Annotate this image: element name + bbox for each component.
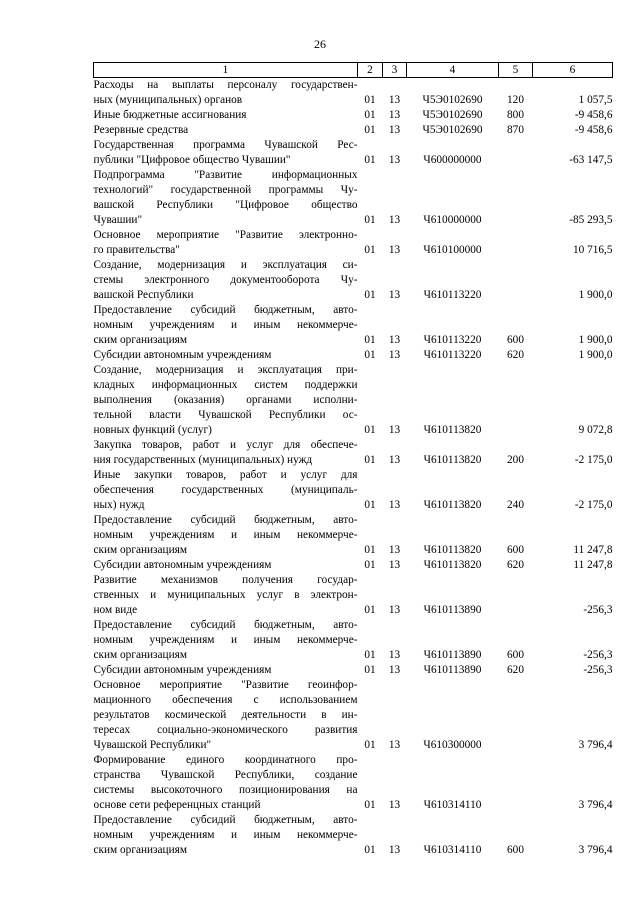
table-row — [94, 363, 613, 438]
row-c6-cell: 1 900,0 — [578, 289, 613, 301]
row-c3-cell: 13 — [388, 109, 401, 121]
row-name-cell — [94, 753, 358, 813]
row-c4-cell: Ч610113220 — [423, 289, 482, 301]
column-header-2: 2 — [358, 63, 383, 78]
row-name-line: выполнения (оказания) органами исполни- — [93, 394, 358, 406]
row-c3-cell: 13 — [388, 334, 401, 346]
row-name-line: Иные бюджетные ассигнования — [93, 109, 247, 121]
row-name-line: Иные закупки товаров, работ и услуг для — [93, 469, 358, 481]
row-name-line: Чувашии" — [93, 214, 143, 226]
row-c2-cell: 01 — [364, 559, 376, 571]
row-c4-cell: Ч610113220 — [423, 349, 482, 361]
row-c3-cell: 13 — [388, 664, 401, 676]
row-c5-cell: 200 — [507, 454, 524, 466]
row-c6-cell: 3 796,4 — [578, 739, 613, 751]
row-c5-cell — [499, 363, 533, 438]
row-c2-cell: 01 — [364, 664, 376, 676]
row-c3-cell: 13 — [388, 454, 401, 466]
table-row — [94, 228, 613, 258]
row-name-line: Закупка товаров, работ и услуг для обеспече- — [93, 439, 358, 451]
table-row — [94, 663, 613, 678]
row-name-line: вашской Республики "Цифровое общество — [93, 199, 358, 211]
row-c6-cell: -9 458,6 — [574, 124, 613, 136]
row-c4-cell: Ч610113220 — [423, 334, 482, 346]
row-c3-cell: 13 — [388, 214, 401, 226]
row-c5-cell: 800 — [507, 109, 524, 121]
row-c3-cell: 13 — [388, 604, 401, 616]
row-c2-cell: 01 — [364, 799, 376, 811]
row-name-line: номным учреждениям и иным некоммерче- — [93, 829, 358, 841]
row-c5-cell: 870 — [507, 124, 524, 136]
row-name-line: странства Чувашской Республики, создание — [93, 769, 358, 781]
row-c4-cell: Ч610100000 — [423, 244, 482, 256]
row-name-line: стемы электронного документооборота Чу- — [93, 274, 358, 286]
row-c5-cell: 600 — [507, 844, 524, 856]
budget-table — [93, 62, 613, 858]
row-c4-cell: Ч610314110 — [423, 844, 482, 856]
row-name-line: Резервные средства — [93, 124, 189, 136]
table-row — [94, 348, 613, 363]
row-name-line: номным учреждениям и иным некоммерче- — [93, 529, 358, 541]
table-row — [94, 753, 613, 813]
column-header-4: 4 — [407, 63, 499, 78]
row-c5-cell — [499, 573, 533, 618]
row-name-line: ных) нужд — [93, 499, 145, 511]
table-body — [94, 78, 613, 859]
table-row — [94, 558, 613, 573]
row-c6-cell: -63 147,5 — [569, 154, 613, 166]
table-row — [94, 513, 613, 558]
row-name-line: ским организациям — [93, 649, 187, 661]
row-name-line: Основное мероприятие "Развитие электронно- — [93, 229, 358, 241]
row-c2-cell: 01 — [364, 154, 376, 166]
page-number: 26 — [314, 37, 326, 51]
row-name-line: Основное мероприятие "Развитие геоинфор- — [93, 679, 358, 691]
row-name-line: кладных информационных систем поддержки — [93, 379, 358, 391]
row-c6-cell: -85 293,5 — [569, 214, 613, 226]
column-header-5: 5 — [499, 63, 533, 78]
row-name-line: Подпрограмма "Развитие информационных — [93, 169, 358, 181]
row-c3-cell: 13 — [388, 799, 401, 811]
row-name-cell — [94, 513, 358, 558]
row-c4-cell: Ч5Э0102690 — [422, 109, 483, 121]
row-c2-cell: 01 — [364, 334, 376, 346]
row-c4-cell: Ч610113890 — [423, 604, 482, 616]
table-row — [94, 168, 613, 228]
row-c6-cell: 11 247,8 — [573, 544, 613, 556]
row-c5-cell: 600 — [507, 649, 524, 661]
row-c4-cell: Ч610113820 — [423, 499, 482, 511]
row-name-line: ном виде — [93, 604, 138, 616]
row-name-line: Развитие механизмов получения государ- — [93, 574, 358, 586]
row-name-line: Предоставление субсидий бюджетным, авто- — [93, 514, 358, 526]
row-name-line: номным учреждениям и иным некоммерче- — [93, 319, 358, 331]
row-name-line: Создание, модернизация и эксплуатация си- — [93, 259, 358, 271]
row-c6-cell: 3 796,4 — [578, 799, 613, 811]
row-name-line: тересах социально-экономического развития — [93, 724, 358, 736]
table-row — [94, 108, 613, 123]
row-name-cell — [94, 618, 358, 663]
row-name-line: системы высокоточного позиционирования на — [93, 784, 358, 796]
row-c2-cell: 01 — [364, 349, 376, 361]
table-row — [94, 438, 613, 468]
row-name-cell — [94, 123, 358, 138]
column-header-1: 1 — [94, 63, 358, 78]
row-c2-cell: 01 — [364, 244, 376, 256]
row-name-cell — [94, 108, 358, 123]
row-c3-cell: 13 — [388, 349, 401, 361]
row-c2-cell: 01 — [364, 844, 376, 856]
row-c6-cell: -256,3 — [583, 649, 613, 661]
row-name-cell — [94, 168, 358, 228]
column-header-6: 6 — [533, 63, 613, 78]
row-c3-cell: 13 — [388, 244, 401, 256]
row-name-line: Предоставление субсидий бюджетным, авто- — [93, 304, 358, 316]
row-name-line: Субсидии автономным учреждениям — [93, 559, 272, 571]
row-c5-cell — [499, 138, 533, 168]
row-name-line: ственных и муниципальных услуг в электрон- — [93, 589, 358, 601]
row-name-cell — [94, 303, 358, 348]
row-c2-cell: 01 — [364, 604, 376, 616]
table-row — [94, 123, 613, 138]
row-name-line: Предоставление субсидий бюджетным, авто- — [93, 814, 358, 826]
row-name-line: ных (муниципальных) органов — [93, 94, 243, 106]
row-c5-cell: 620 — [507, 559, 524, 571]
row-name-cell — [94, 363, 358, 438]
row-name-line: вашской Республики — [93, 289, 194, 301]
table-row — [94, 678, 613, 753]
row-name-cell — [94, 558, 358, 573]
row-c3-cell: 13 — [388, 499, 401, 511]
row-c5-cell: 600 — [507, 544, 524, 556]
row-c5-cell — [499, 228, 533, 258]
row-c6-cell: -2 175,0 — [574, 454, 613, 466]
row-name-cell — [94, 813, 358, 858]
row-c5-cell — [499, 168, 533, 228]
row-c4-cell: Ч5Э0102690 — [422, 94, 483, 106]
row-c5-cell: 620 — [507, 664, 524, 676]
row-name-line: Государственная программа Чувашской Рес- — [93, 139, 358, 151]
row-c6-cell: -256,3 — [583, 604, 613, 616]
row-c4-cell: Ч610113890 — [423, 664, 482, 676]
row-c6-cell: 1 057,5 — [578, 94, 613, 106]
row-c5-cell — [499, 678, 533, 753]
row-c6-cell: -2 175,0 — [574, 499, 613, 511]
row-c4-cell: Ч600000000 — [423, 154, 482, 166]
row-name-line: основе сети референцных станций — [93, 799, 261, 811]
row-c6-cell: 11 247,8 — [573, 559, 613, 571]
row-name-line: Создание, модернизация и эксплуатация при- — [93, 364, 358, 376]
row-name-cell — [94, 573, 358, 618]
row-c3-cell: 13 — [388, 124, 401, 136]
table-row — [94, 573, 613, 618]
row-c2-cell: 01 — [364, 94, 376, 106]
row-c2-cell: 01 — [364, 499, 376, 511]
row-c3-cell: 13 — [388, 289, 401, 301]
row-name-line: мационного обеспечения с использованием — [93, 694, 358, 706]
row-c3-cell: 13 — [388, 424, 401, 436]
row-name-cell — [94, 678, 358, 753]
row-name-line: Предоставление субсидий бюджетным, авто- — [93, 619, 358, 631]
row-name-line: технологий" государственной программы Чу- — [93, 184, 358, 196]
row-c2-cell: 01 — [364, 544, 376, 556]
row-c6-cell: 10 716,5 — [572, 244, 613, 256]
row-name-line: результатов космической деятельности в ин- — [93, 709, 358, 721]
row-name-cell — [94, 438, 358, 468]
row-name-cell — [94, 468, 358, 513]
row-c6-cell: -9 458,6 — [574, 109, 613, 121]
row-c6-cell: 3 796,4 — [578, 844, 613, 856]
row-c2-cell: 01 — [364, 454, 376, 466]
row-c5-cell: 120 — [507, 94, 524, 106]
row-c2-cell: 01 — [364, 109, 376, 121]
row-c4-cell: Ч610113820 — [423, 424, 482, 436]
row-name-line: Субсидии автономным учреждениям — [93, 349, 272, 361]
table-row — [94, 258, 613, 303]
row-name-line: ния государственных (муниципальных) нужд — [93, 454, 313, 466]
row-c4-cell: Ч610113820 — [423, 454, 482, 466]
row-c6-cell: -256,3 — [583, 664, 613, 676]
row-name-line: Расходы на выплаты персоналу государствен- — [93, 79, 358, 91]
row-name-line: номным учреждениям и иным некоммерче- — [93, 634, 358, 646]
row-c4-cell: Ч610314110 — [423, 799, 482, 811]
row-c3-cell: 13 — [388, 649, 401, 661]
table-row — [94, 138, 613, 168]
row-name-line: публики "Цифровое общество Чувашии" — [93, 154, 291, 166]
row-name-cell — [94, 258, 358, 303]
row-name-line: Чувашской Республики" — [93, 739, 212, 751]
row-c2-cell: 01 — [364, 649, 376, 661]
row-name-line: Формирование единого координатного про- — [93, 754, 358, 766]
row-c4-cell: Ч610113890 — [423, 649, 482, 661]
row-c2-cell: 01 — [364, 424, 376, 436]
row-c5-cell: 620 — [507, 349, 524, 361]
row-name-line: новных функций (услуг) — [93, 424, 212, 436]
table-row — [94, 303, 613, 348]
row-name-cell — [94, 348, 358, 363]
row-name-line: тельной власти Чувашской Республики ос- — [93, 409, 358, 421]
row-c3-cell: 13 — [388, 154, 401, 166]
row-name-cell — [94, 138, 358, 168]
row-name-line: Субсидии автономным учреждениям — [93, 664, 272, 676]
row-c4-cell: Ч610000000 — [423, 214, 482, 226]
table-header-row — [94, 63, 613, 78]
table-row — [94, 78, 613, 109]
row-c3-cell: 13 — [388, 94, 401, 106]
row-name-line: ским организациям — [93, 334, 187, 346]
row-c6-cell: 1 900,0 — [578, 349, 613, 361]
row-c2-cell: 01 — [364, 739, 376, 751]
row-c4-cell: Ч610113820 — [423, 544, 482, 556]
row-name-line: ским организациям — [93, 844, 187, 856]
row-c4-cell: Ч610300000 — [423, 739, 482, 751]
table-row — [94, 468, 613, 513]
row-name-line: обеспечения государственных (муниципаль- — [93, 484, 358, 496]
row-name-line: ским организациям — [93, 544, 187, 556]
column-header-3: 3 — [383, 63, 407, 78]
row-name-line: го правительства" — [93, 244, 180, 256]
row-c3-cell: 13 — [388, 739, 401, 751]
row-c2-cell: 01 — [364, 214, 376, 226]
table-row — [94, 618, 613, 663]
row-c5-cell: 600 — [507, 334, 524, 346]
table-row — [94, 813, 613, 858]
row-c6-cell: 1 900,0 — [578, 334, 613, 346]
row-c2-cell: 01 — [364, 289, 376, 301]
row-c4-cell: Ч5Э0102690 — [422, 124, 483, 136]
row-name-cell — [94, 663, 358, 678]
row-c5-cell — [499, 753, 533, 813]
row-c5-cell — [499, 258, 533, 303]
row-c3-cell: 13 — [388, 844, 401, 856]
row-c3-cell: 13 — [388, 544, 401, 556]
row-c4-cell: Ч610113820 — [423, 559, 482, 571]
row-c5-cell: 240 — [507, 499, 524, 511]
row-c3-cell: 13 — [388, 559, 401, 571]
row-name-cell — [94, 78, 358, 109]
row-c2-cell: 01 — [364, 124, 376, 136]
row-c6-cell: 9 072,8 — [578, 424, 613, 436]
row-name-cell — [94, 228, 358, 258]
